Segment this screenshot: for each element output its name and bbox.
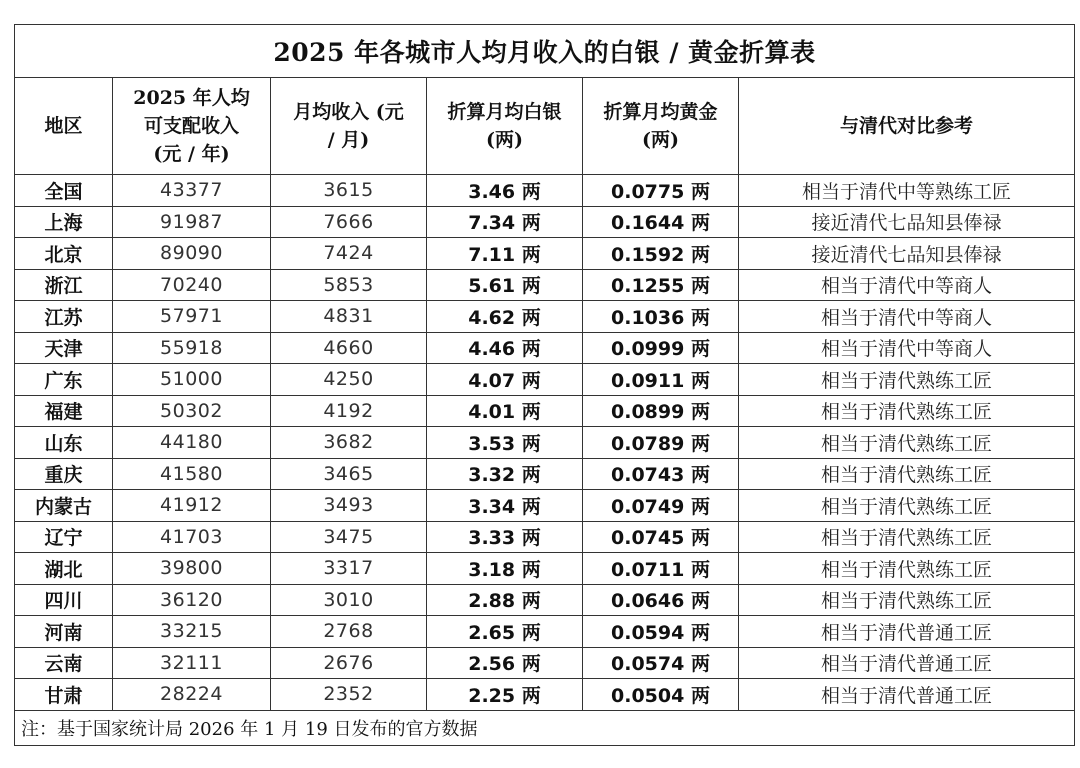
- cell-region: 江苏: [15, 301, 113, 333]
- cell-region: 福建: [15, 395, 113, 427]
- cell-qing-reference: 相当于清代普通工匠: [739, 616, 1075, 648]
- cell-gold: [583, 427, 739, 459]
- unit-text: 两: [690, 275, 710, 298]
- value-text: 3.53: [468, 432, 516, 455]
- value-text: 4.46: [468, 338, 516, 361]
- cell-silver: [427, 238, 583, 270]
- cell-gold: [583, 332, 739, 364]
- value-text: 3.18: [468, 558, 516, 581]
- cell-gold: [583, 521, 739, 553]
- cell-annual-income: 55918: [113, 332, 271, 364]
- cell-annual-income: 44180: [113, 427, 271, 459]
- cell-silver: [427, 458, 583, 490]
- unit-text: 两: [690, 495, 710, 518]
- unit-text: 两: [521, 180, 541, 203]
- unit-text: 两: [690, 180, 710, 203]
- cell-annual-income: 43377: [113, 175, 271, 207]
- cell-silver: [427, 364, 583, 396]
- cell-annual-income: 41912: [113, 490, 271, 522]
- cell-annual-income: 89090: [113, 238, 271, 270]
- cell-silver: [427, 490, 583, 522]
- conversion-table-sheet: [14, 24, 1074, 746]
- cell-region: 天津: [15, 332, 113, 364]
- cell-region: 上海: [15, 206, 113, 238]
- cell-silver: [427, 175, 583, 207]
- conversion-table: [14, 24, 1075, 746]
- cell-monthly-income: 7424: [271, 238, 427, 270]
- cell-annual-income: 50302: [113, 395, 271, 427]
- value-text: 0.1036: [611, 306, 685, 329]
- unit-text: 两: [690, 243, 710, 266]
- value-text: 0.0711: [611, 558, 685, 581]
- cell-qing-reference: 相当于清代普通工匠: [739, 679, 1075, 711]
- table-row: [15, 616, 1075, 648]
- cell-region: 四川: [15, 584, 113, 616]
- cell-gold: [583, 584, 739, 616]
- cell-annual-income: 39800: [113, 553, 271, 585]
- cell-region: 甘肃: [15, 679, 113, 711]
- cell-monthly-income: 3465: [271, 458, 427, 490]
- cell-gold: [583, 490, 739, 522]
- cell-monthly-income: 2768: [271, 616, 427, 648]
- cell-region: 辽宁: [15, 521, 113, 553]
- cell-qing-reference: 相当于清代中等熟练工匠: [739, 175, 1075, 207]
- value-text: 7.34: [468, 212, 516, 235]
- table-title: 2025 年各城市人均月收入的白银 / 黄金折算表: [15, 25, 1075, 78]
- cell-silver: [427, 647, 583, 679]
- cell-qing-reference: 接近清代七品知县俸禄: [739, 206, 1075, 238]
- source-note: 注：基于国家统计局 2026 年 1 月 19 日发布的官方数据: [15, 710, 1075, 745]
- cell-silver: [427, 616, 583, 648]
- cell-silver: [427, 269, 583, 301]
- table-row: [15, 427, 1075, 459]
- cell-silver: [427, 395, 583, 427]
- value-text: 0.0646: [611, 590, 685, 613]
- unit-text: 两: [690, 684, 710, 707]
- cell-qing-reference: 相当于清代普通工匠: [739, 647, 1075, 679]
- cell-region: 云南: [15, 647, 113, 679]
- cell-gold: [583, 395, 739, 427]
- value-text: 0.0504: [611, 684, 685, 707]
- cell-gold: [583, 301, 739, 333]
- table-body: [15, 175, 1075, 711]
- unit-text: 两: [521, 306, 541, 329]
- unit-text: 两: [521, 338, 541, 361]
- cell-monthly-income: 4192: [271, 395, 427, 427]
- cell-region: 北京: [15, 238, 113, 270]
- header-gold: 折算月均黄金 (两): [583, 78, 739, 175]
- value-text: 0.0749: [611, 495, 685, 518]
- cell-region: 全国: [15, 175, 113, 207]
- cell-monthly-income: 4831: [271, 301, 427, 333]
- unit-text: 两: [690, 338, 710, 361]
- cell-monthly-income: 5853: [271, 269, 427, 301]
- cell-silver: [427, 679, 583, 711]
- cell-qing-reference: 相当于清代熟练工匠: [739, 553, 1075, 585]
- table-row: [15, 553, 1075, 585]
- unit-text: 两: [521, 243, 541, 266]
- cell-qing-reference: 相当于清代熟练工匠: [739, 364, 1075, 396]
- cell-qing-reference: 相当于清代熟练工匠: [739, 395, 1075, 427]
- cell-gold: [583, 175, 739, 207]
- unit-text: 两: [521, 684, 541, 707]
- cell-region: 河南: [15, 616, 113, 648]
- unit-text: 两: [521, 369, 541, 392]
- unit-text: 两: [521, 401, 541, 424]
- cell-gold: [583, 238, 739, 270]
- cell-annual-income: 41580: [113, 458, 271, 490]
- table-row: [15, 238, 1075, 270]
- value-text: 0.1255: [611, 275, 685, 298]
- header-silver: 折算月均白银 (两): [427, 78, 583, 175]
- table-row: [15, 395, 1075, 427]
- unit-text: 两: [690, 558, 710, 581]
- header-region: 地区: [15, 78, 113, 175]
- cell-monthly-income: 4250: [271, 364, 427, 396]
- cell-qing-reference: 相当于清代熟练工匠: [739, 490, 1075, 522]
- cell-monthly-income: 7666: [271, 206, 427, 238]
- value-text: 2.25: [468, 684, 516, 707]
- cell-silver: [427, 521, 583, 553]
- unit-text: 两: [690, 306, 710, 329]
- unit-text: 两: [521, 464, 541, 487]
- cell-gold: [583, 679, 739, 711]
- cell-region: 内蒙古: [15, 490, 113, 522]
- unit-text: 两: [690, 212, 710, 235]
- table-row: [15, 332, 1075, 364]
- unit-text: 两: [690, 464, 710, 487]
- cell-annual-income: 70240: [113, 269, 271, 301]
- cell-qing-reference: 相当于清代熟练工匠: [739, 584, 1075, 616]
- cell-region: 广东: [15, 364, 113, 396]
- value-text: 0.1592: [611, 243, 685, 266]
- unit-text: 两: [521, 495, 541, 518]
- cell-monthly-income: 3010: [271, 584, 427, 616]
- value-text: 0.0775: [611, 180, 685, 203]
- unit-text: 两: [690, 369, 710, 392]
- cell-monthly-income: 2676: [271, 647, 427, 679]
- table-row: [15, 521, 1075, 553]
- value-text: 2.88: [468, 590, 516, 613]
- cell-qing-reference: 相当于清代熟练工匠: [739, 427, 1075, 459]
- unit-text: 两: [521, 558, 541, 581]
- cell-silver: [427, 553, 583, 585]
- value-text: 0.1644: [611, 212, 685, 235]
- cell-gold: [583, 269, 739, 301]
- unit-text: 两: [690, 527, 710, 550]
- cell-region: 重庆: [15, 458, 113, 490]
- unit-text: 两: [521, 212, 541, 235]
- value-text: 4.01: [468, 401, 516, 424]
- unit-text: 两: [690, 653, 710, 676]
- value-text: 3.46: [468, 180, 516, 203]
- unit-text: 两: [521, 527, 541, 550]
- cell-qing-reference: 接近清代七品知县俸禄: [739, 238, 1075, 270]
- cell-monthly-income: 2352: [271, 679, 427, 711]
- table-row: [15, 364, 1075, 396]
- value-text: 0.0789: [611, 432, 685, 455]
- cell-silver: [427, 332, 583, 364]
- cell-qing-reference: 相当于清代中等商人: [739, 332, 1075, 364]
- cell-silver: [427, 584, 583, 616]
- cell-monthly-income: 3682: [271, 427, 427, 459]
- cell-silver: [427, 206, 583, 238]
- cell-annual-income: 36120: [113, 584, 271, 616]
- cell-silver: [427, 427, 583, 459]
- table-row: [15, 175, 1075, 207]
- unit-text: 两: [521, 653, 541, 676]
- value-text: 0.0743: [611, 464, 685, 487]
- unit-text: 两: [521, 621, 541, 644]
- value-text: 0.0574: [611, 653, 685, 676]
- table-row: [15, 206, 1075, 238]
- cell-region: 浙江: [15, 269, 113, 301]
- unit-text: 两: [690, 432, 710, 455]
- cell-annual-income: 51000: [113, 364, 271, 396]
- unit-text: 两: [521, 432, 541, 455]
- header-monthly-income: 月均收入 (元 / 月): [271, 78, 427, 175]
- cell-region: 湖北: [15, 553, 113, 585]
- cell-qing-reference: 相当于清代中等商人: [739, 269, 1075, 301]
- cell-gold: [583, 364, 739, 396]
- value-text: 0.0911: [611, 369, 685, 392]
- value-text: 0.0999: [611, 338, 685, 361]
- table-row: [15, 679, 1075, 711]
- value-text: 0.0899: [611, 401, 685, 424]
- value-text: 3.34: [468, 495, 516, 518]
- value-text: 3.33: [468, 527, 516, 550]
- table-row: [15, 269, 1075, 301]
- cell-qing-reference: 相当于清代中等商人: [739, 301, 1075, 333]
- table-row: [15, 301, 1075, 333]
- value-text: 2.65: [468, 621, 516, 644]
- value-text: 7.11: [468, 243, 516, 266]
- unit-text: 两: [690, 401, 710, 424]
- unit-text: 两: [690, 621, 710, 644]
- cell-annual-income: 41703: [113, 521, 271, 553]
- cell-monthly-income: 3317: [271, 553, 427, 585]
- cell-gold: [583, 616, 739, 648]
- cell-qing-reference: 相当于清代熟练工匠: [739, 521, 1075, 553]
- cell-gold: [583, 647, 739, 679]
- header-annual-income: 2025 年人均 可支配收入 (元 / 年): [113, 78, 271, 175]
- value-text: 2.56: [468, 653, 516, 676]
- cell-monthly-income: 3615: [271, 175, 427, 207]
- value-text: 3.32: [468, 464, 516, 487]
- unit-text: 两: [690, 590, 710, 613]
- unit-text: 两: [521, 590, 541, 613]
- header-row: [15, 78, 1075, 175]
- cell-monthly-income: 3475: [271, 521, 427, 553]
- cell-gold: [583, 553, 739, 585]
- value-text: 4.07: [468, 369, 516, 392]
- cell-silver: [427, 301, 583, 333]
- cell-gold: [583, 206, 739, 238]
- cell-monthly-income: 4660: [271, 332, 427, 364]
- value-text: 5.61: [468, 275, 516, 298]
- unit-text: 两: [521, 275, 541, 298]
- cell-monthly-income: 3493: [271, 490, 427, 522]
- table-row: [15, 647, 1075, 679]
- header-qing-reference: 与清代对比参考: [739, 78, 1075, 175]
- cell-region: 山东: [15, 427, 113, 459]
- value-text: 0.0594: [611, 621, 685, 644]
- value-text: 0.0745: [611, 527, 685, 550]
- cell-annual-income: 57971: [113, 301, 271, 333]
- cell-annual-income: 32111: [113, 647, 271, 679]
- cell-qing-reference: 相当于清代熟练工匠: [739, 458, 1075, 490]
- cell-annual-income: 28224: [113, 679, 271, 711]
- cell-annual-income: 33215: [113, 616, 271, 648]
- cell-annual-income: 91987: [113, 206, 271, 238]
- cell-gold: [583, 458, 739, 490]
- table-row: [15, 490, 1075, 522]
- value-text: 4.62: [468, 306, 516, 329]
- table-row: [15, 584, 1075, 616]
- table-row: [15, 458, 1075, 490]
